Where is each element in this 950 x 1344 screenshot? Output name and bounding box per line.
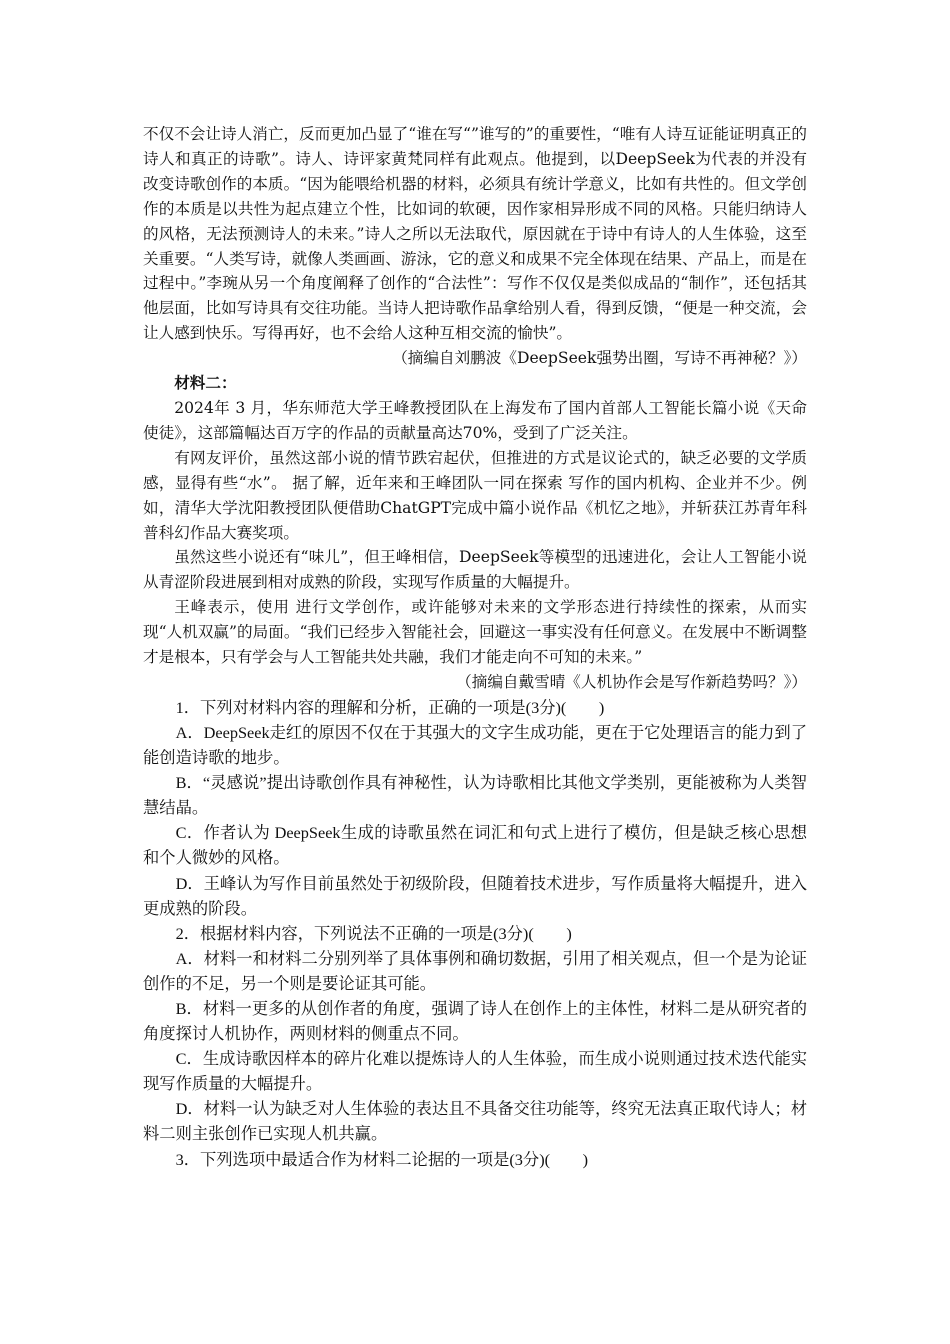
question-option: B．“灵感说”提出诗歌创作具有神秘性，认为诗歌相比其他文学类别，更能被称为人类智慧结晶。: [143, 773, 807, 818]
material2-source: （摘编自戴雪晴《人机协作会是写作新趋势吗？》）: [456, 672, 807, 691]
question-option: C．作者认为 DeepSeek生成的诗歌虽然在词汇和句式上进行了模仿，但是缺乏核心思想和个人微妙的风格。: [143, 823, 807, 868]
question-2: [143, 921, 807, 1147]
page-content: [143, 122, 807, 1172]
question-option: C．生成诗歌因样本的碎片化难以提炼诗人的人生体验，而生成小说则通过技术迭代能实现写作质量的大幅提升。: [143, 1049, 807, 1094]
material2-paragraph: 有网友评价，虽然这部小说的情节跌宕起伏，但推进的方式是议论式的，缺乏必要的文学质感，显得有些“水”。 据了解，近年来和王峰团队一同在探索 写作的国内机构、企业并不少。例如，清华大学沈阳教授团队便借助ChatGPT完成中篇小说作品《机忆之地》，并斩获江苏青年科普科幻作品大赛奖项。: [143, 448, 807, 542]
question-option: B．材料一更多的从创作者的角度，强调了诗人在创作上的主体性，材料二是从研究者的角度探讨人机协作，两则材料的侧重点不同。: [143, 998, 807, 1044]
question-stem: 1．下列对材料内容的理解和分析，正确的一项是(3分)( ): [175, 697, 605, 717]
material2-paragraph: 2024年 3 月，华东师范大学王峰教授团队在上海发布了国内首部人工智能长篇小说《天命使徒》，这部篇幅达百万字的作品的贡献量高达70%，受到了广泛关注。: [143, 398, 807, 442]
question-1: [143, 695, 807, 921]
question-stem: 2．根据材料内容，下列说法不正确的一项是(3分)( ): [175, 923, 572, 943]
question-3: [143, 1147, 807, 1172]
material1-body: 不仅不会让诗人消亡，反而更加凸显了“谁在写“”谁写的”的重要性，“唯有人诗互证能证明真正的诗人和真正的诗歌”。诗人、诗评家黄梵同样有此观点。他提到，以DeepSeek为代表的并没有改变诗歌创作的本质。“因为能喂给机器的材料，必须具有统计学意义，比如有共性的。但文学创作的本质是以共性为起点建立个性，比如词的软硬，因作家相异形成不同的风格。只能归纳诗人的风格，无法预测诗人的未来。”诗人之所以无法取代，原因就在于诗中有诗人的人生体验，这至关重要。“人类写诗，就像人类画画、游泳，它的意义和成果不完全体现在结果、产品上，而是在过程中。”李琬从另一个角度阐释了创作的“合法性”：写作不仅仅是类似成品的“制作”，还包括其他层面，比如写诗具有交往功能。当诗人把诗歌作品拿给别人看，得到反馈，“便是一种交流，会让人感到快乐。写得再好，也不会给人这种互相交流的愉快”。: [143, 125, 807, 343]
question-option: A．材料一和材料二分别列举了具体事例和确切数据，引用了相关观点，但一个是为论证创作的不足，另一个则是要论证其可能。: [143, 948, 807, 993]
question-stem: 3．下列选项中最适合作为材料二论据的一项是(3分)( ): [175, 1149, 589, 1169]
question-option: A．DeepSeek走红的原因不仅在于其强大的文字生成功能，更在于它处理语言的能力到了能创造诗歌的地步。: [143, 722, 807, 768]
material1-source: （摘编自刘鹏波《DeepSeek强势出圈，写诗不再神秘？》）: [392, 349, 807, 368]
material2-paragraph: 王峰表示，使用 进行文学创作，或许能够对未来的文学形态进行持续性的探索，从而实现“人机双赢”的局面。“我们已经步入智能社会，回避这一事实没有任何意义。在发展中不断调整才是根本，只有学会与人工智能共处共融，我们才能走向不可知的未来。”: [143, 598, 807, 667]
question-option: D．王峰认为写作目前虽然处于初级阶段，但随着技术进步，写作质量将大幅提升，进入更成熟的阶段。: [143, 873, 807, 918]
question-option: D．材料一认为缺乏对人生体验的表达且不具备交往功能等，终究无法真正取代诗人；材料二则主张创作已实现人机共赢。: [143, 1099, 807, 1144]
material2-paragraph: 虽然这些小说还有“味儿”，但王峰相信，DeepSeek等模型的迅速进化，会让人工智能小说从青涩阶段进展到相对成熟的阶段，实现写作质量的大幅提升。: [143, 548, 807, 592]
material2-heading: 材料二：: [174, 373, 237, 393]
